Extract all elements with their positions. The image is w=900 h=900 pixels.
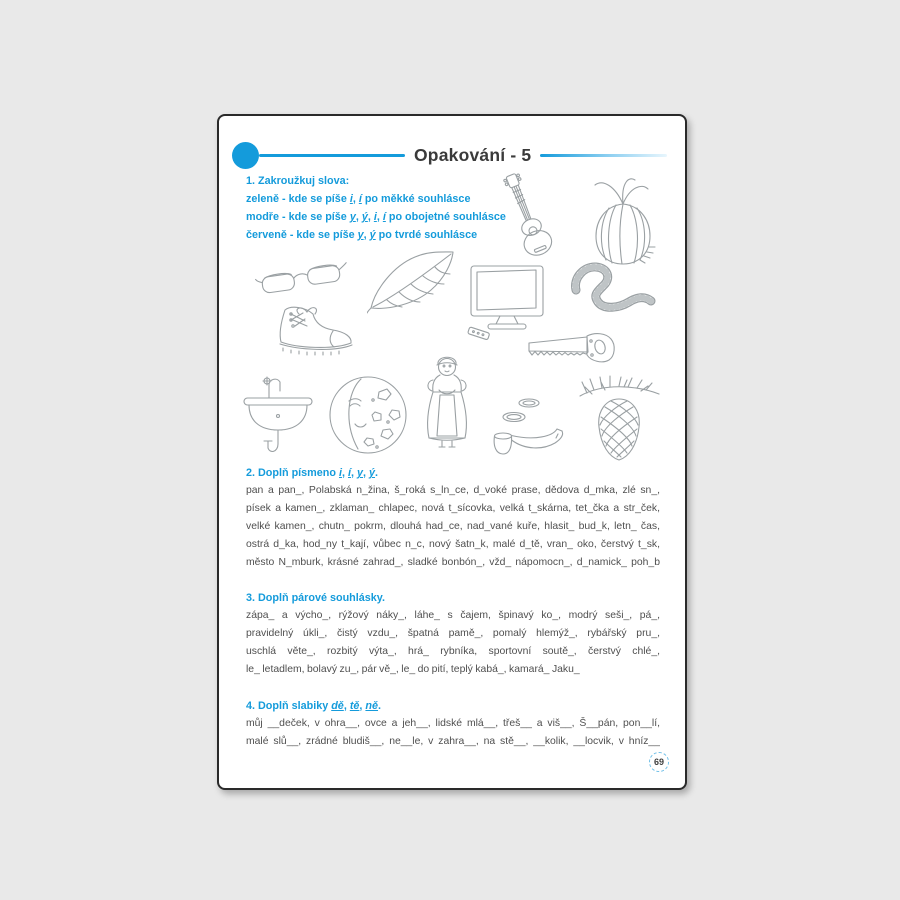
- boot-illustration: [271, 300, 359, 356]
- exercise-1-line: červeně - kde se píše y, ý po tvrdé souhlásce: [246, 229, 478, 241]
- onion-illustration: [585, 174, 661, 270]
- exercise-4: [246, 697, 660, 751]
- exercise-3-line: uschlá věte_, rozbitý výta_, hrá_ rybníka, sportovní soutě_, čerstvý chlé_,: [246, 646, 660, 657]
- exercise-2-line: ostrá d_ka, hod_ny t_kají, vůbec n_c, nový šatn_k, malé d_tě, vran_ oko, čerstvý t_sk,: [246, 539, 660, 550]
- guitar-illustration: [489, 168, 559, 266]
- pipe-and-coins-illustration: [487, 394, 571, 464]
- header-rule-right: [540, 154, 667, 157]
- exercise-3-line: zápa_ a výcho_, rýžový náky_, láhe_ s čajem, špinavý ko_, modrý seši_, pá_,: [246, 610, 660, 621]
- girl-doll-illustration: [419, 352, 475, 458]
- bullet-dot-icon: [232, 142, 259, 169]
- exercise-1-line: zeleně - kde se píše i, í po měkké souhlásce: [246, 193, 471, 205]
- page-number-badge: 69: [649, 752, 669, 772]
- exercise-1-line: modře - kde se píše y, ý, i, í po obojetné souhlásce: [246, 211, 506, 223]
- header-rule-left: [259, 154, 405, 157]
- television-illustration: [465, 262, 549, 340]
- worksheet-page: [217, 114, 687, 790]
- handsaw-illustration: [525, 330, 625, 370]
- exercise-2-line: písek a kamen_, zklaman_ chlapec, nová t_sícovka, velká t_skárna, tet_čka a str_ček,: [246, 503, 660, 514]
- exercise-4-line: malé slů__, zrádné bludiš__, ne__le, v zahra__, na stě__, __kolik, __locvik, v hníz__: [246, 736, 660, 747]
- earthworm-illustration: [569, 258, 657, 318]
- exercise-2-line: velké kamen_, chutn_ pokrm, dlouhá had_ce, nad_vané kuře, hlasit_ bud_k, letn_ čas,: [246, 521, 660, 532]
- sink-illustration: [241, 372, 315, 466]
- exercise-2-line: město N_mburk, krásné zahrad_, sladké bonbón_, vžd_ nápomocn_, d_namick_ poh_b: [246, 557, 660, 568]
- exercise-4-heading: 4. Doplň slabiky dě, tě, ně.: [246, 700, 382, 712]
- pinecone-illustration: [575, 374, 663, 464]
- exercise-1-heading: 1. Zakroužkuj slova:: [246, 175, 350, 187]
- glasses-illustration: [255, 258, 349, 300]
- cookie-moon-illustration: [325, 372, 411, 458]
- exercise-3-heading: 3. Doplň párové souhlásky.: [246, 592, 385, 604]
- exercise-2: [246, 464, 660, 572]
- exercise-4-line: můj __deček, v ohra__, ovce a jeh__, lidské mlá__, třeš__ a viš__, Š__pán, pon__lí,: [246, 718, 660, 729]
- exercise-3-line: le_ letadlem, bolavý zu_, pár vě_, le_ do pití, teplý kabá_, kamará_ Jaku_: [246, 664, 580, 675]
- exercise-2-heading: 2. Doplň písmeno i, í, y, ý.: [246, 467, 379, 479]
- exercise-3: [246, 589, 660, 679]
- exercise-3-line: pravidelný úkli_, čistý vzdu_, špatná pamě_, pomalý hlemýž_, rybářský pru_,: [246, 628, 660, 639]
- exercise-2-line: pan a pan_, Polabská n_žina, š_roká s_ln_ce, d_voké prase, dědova d_mka, zlé sn_,: [246, 485, 660, 496]
- page-title: Opakování - 5: [414, 144, 532, 165]
- page-header: [232, 140, 667, 170]
- leaf-illustration: [367, 250, 459, 314]
